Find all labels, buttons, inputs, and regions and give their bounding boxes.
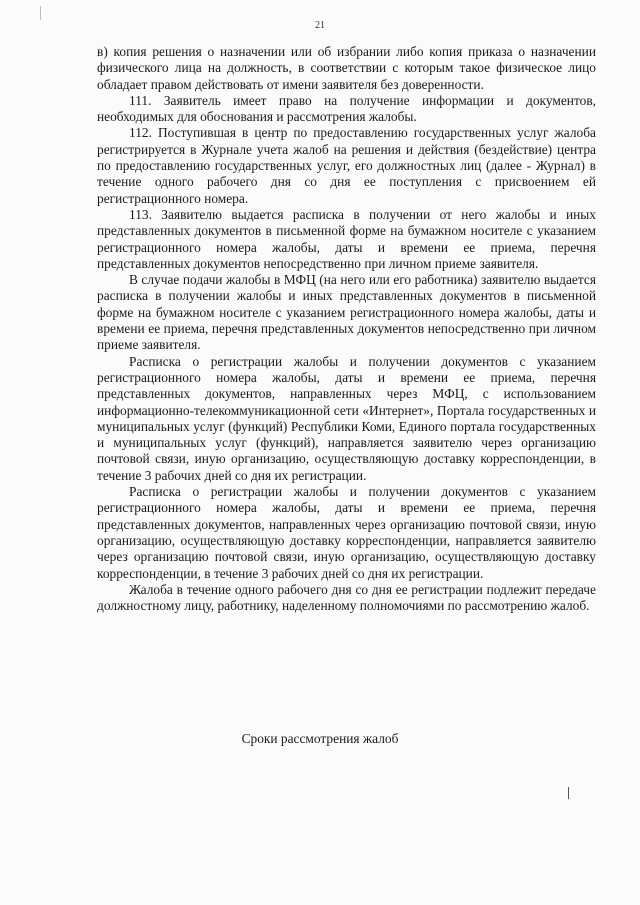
paragraph-mfc-receipt: В случае подачи жалобы в МФЦ (на него или его работника) заявителю выдается расписка в получении жалобы и иных представленных документов в письменной форме на бумажном носителе с указанием регистрационного номера жалобы, даты и времени ее приема, перечня представленных документов непосредственно при личном приеме заявителя. (97, 272, 596, 353)
paragraph-item-v: в) копия решения о назначении или об избрании либо копия приказа о назначении физического лица на должность, в соответствии с которым такое физическое лицо обладает правом действовать от имени заявителя без доверенности. (97, 44, 596, 92)
paragraph-transfer: Жалоба в течение одного рабочего дня со дня ее регистрации подлежит передаче должностному лицу, работнику, наделенному полномочиями по рассмотрению жалоб. (97, 581, 596, 614)
paragraph-receipt-postal: Расписка о регистрации жалобы и получении документов с указанием регистрационного номера жалобы, даты и времени ее приема, перечня представленных документов, направленных через организацию почтовой связи, иную организацию, осуществляющую доставку корреспонденции, направляется заявителю через организацию почтовой связи, иную организацию, осуществляющую доставку корреспонденции, в течение 3 рабочих дней со дня их регистрации. (97, 484, 596, 581)
scan-mark (568, 787, 569, 799)
scan-mark (40, 6, 41, 20)
paragraph-receipt-mfc-portal: Расписка о регистрации жалобы и получении документов с указанием регистрационного номера жалобы, даты и времени ее приема, перечня представленных документов, направленных через МФЦ, с использованием информационно-телекоммуникационной сети «Интернет», Портала государственных и муниципальных услуг (функций) Республики Коми, Единого портала государственных и муниципальных услуг (функций), направляется заявителю через организацию почтовой связи, иную организацию, осуществляющую доставку корреспонденции, в течение 3 рабочих дней со дня их регистрации. (97, 353, 596, 483)
page-number: 21 (315, 20, 325, 31)
section-heading: Сроки рассмотрения жалоб (241, 731, 399, 746)
paragraph-112: 112. Поступившая в центр по предоставлению государственных услуг жалоба регистрируется в Журнале учета жалоб на решения и действия (бездействие) центра по предоставлению государственных услуг, его должностных лиц (далее - Журнал) в течение одного рабочего дня со дня ее поступления с присвоением ей регистрационного номера. (97, 125, 596, 206)
paragraph-113: 113. Заявителю выдается расписка в получении от него жалобы и иных представленных документов в письменной форме на бумажном носителе с указанием регистрационного номера жалобы, даты и времени ее приема, перечня представленных документов непосредственно при личном приеме заявителя. (97, 206, 596, 271)
paragraph-111: 111. Заявитель имеет право на получение информации и документов, необходимых для обоснования и рассмотрения жалобы. (97, 92, 596, 125)
body-text (97, 44, 596, 614)
